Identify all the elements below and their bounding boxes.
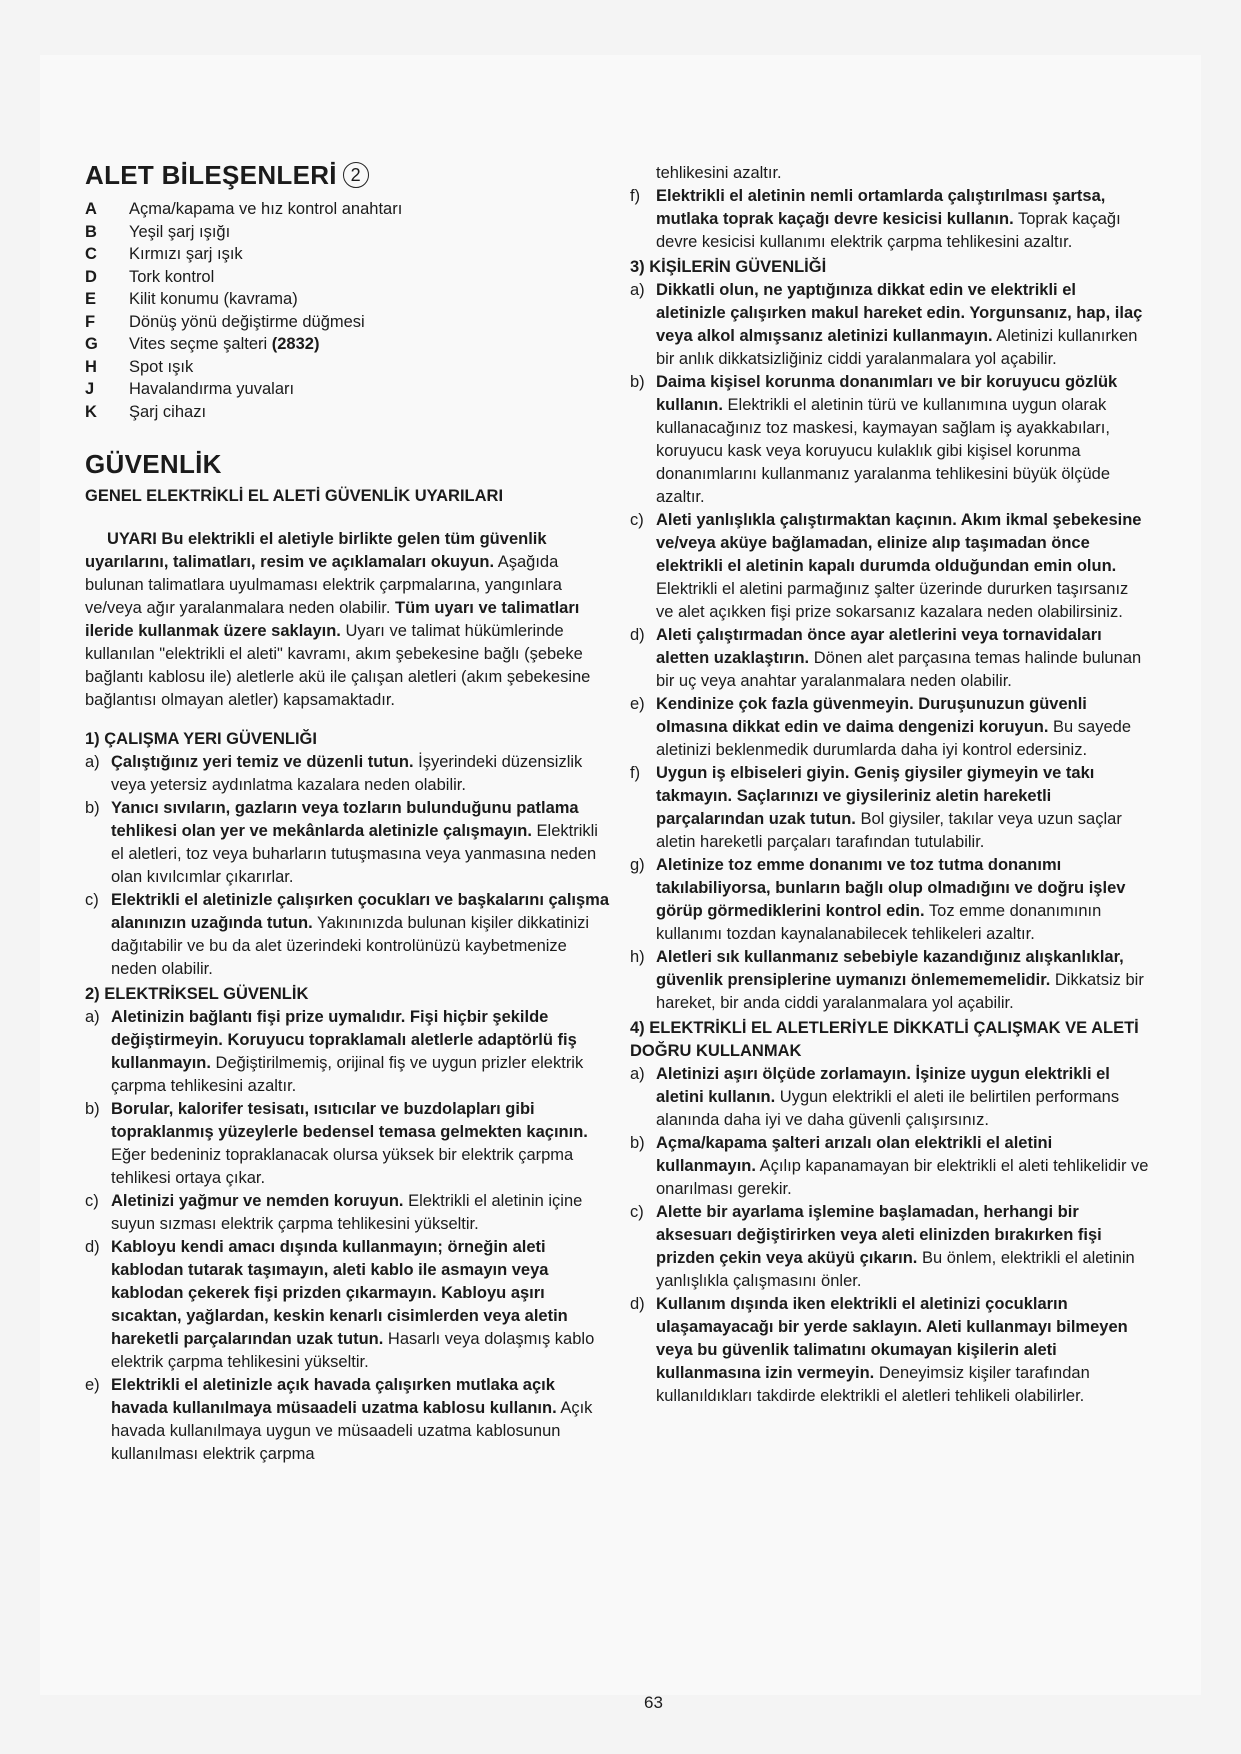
list-item: f) Uygun iş elbiseleri giyin. Geniş giysiler giymeyin ve takı takmayın. Saçlarınızı ve giysileriniz aletin hareketli parçalarından uzak tutun. Bol giysiler, takılar veya uzun saçlar aletin hareketli parçaları tarafından tutulabilir. (630, 764, 1122, 851)
list-item: e) Kendinize çok fazla güvenmeyin. Duruşunuzun güvenli olmasına dikkat edin ve daima dengenizi koruyun. Bu sayede aletinizi beklenmedik durumlarda daha iyi kontrol edersiniz. (630, 695, 1132, 759)
component-item: C Kırmızı şarj ışık (85, 245, 243, 263)
list-item: b) Açma/kapama şalteri arızalı olan elektrikli el aletini kullanmayın. Açılıp kapanamayan bir elektrikli el aleti tehlikelidir ve onarılması gerekir. (630, 1134, 1149, 1198)
list-item: d) Kullanım dışında iken elektrikli el aletinizi çocukların ulaşamayacağı bir yerde saklayın. Aleti kullanmayı bilmeyen veya bu güvenlik talimatını okumayan kişilerin aleti kullanmasına izin vermeyin. Deneyimsiz kişiler tarafından kullanıldıkları takdirde elektrikli el aletleri tehlikeli olabilirler. (630, 1295, 1128, 1405)
list-item: a) Çalıştığınız yeri temiz ve düzenli tutun. İşyerindeki düzensizlik veya yetersiz aydınlatma kazalara neden olabilir. (85, 753, 583, 794)
left-column (85, 160, 610, 1466)
list-item: h) Aletleri sık kullanmanız sebebiyle kazandığınız alışkanlıklar, güvenlik prensiplerine uymanızı önlemememelidir. Dikkatsiz bir hareket, bir anda ciddi yaralanmalara yol açabilir. (630, 948, 1144, 1012)
component-item: D Tork kontrol (85, 267, 215, 286)
list-item: b) Yanıcı sıvıların, gazların veya tozların bulunduğunu patlama tehlikesi olan yer ve mekânlarda aletinizle çalışmayın. Elektrikli el aletleri, toz veya buharların tutuşmasına veya yanmasına neden olan kıvılcımlar çıkarırlar. (85, 799, 598, 886)
component-item: B Yeşil şarj ışığı (85, 222, 231, 241)
continuation-text: tehlikesini azaltır. (656, 164, 782, 182)
component-item: G Vites seçme şalteri (2832) (85, 335, 320, 353)
safety-subheading: GENEL ELEKTRİKLİ EL ALETİ GÜVENLİK UYARILARI (85, 487, 504, 505)
list-item: g) Aletinize toz emme donanımı ve toz tutma donanımı takılabiliyorsa, bunların bağlı olup olmadığını ve doğru işlev görüp görmediklerini kontrol edin. Toz emme donanımının kullanımı tozdan kaynalanabilecek tehlikeleri azaltır. (630, 856, 1126, 943)
list-item: a) Aletinizi aşırı ölçüde zorlamayın. İşinize uygun elektrikli el aletini kullanın. Uygun elektrikli el aleti ile belirtilen performans alanında daha iyi ve daha güvenli çalışırsınız. (630, 1065, 1120, 1129)
component-item: F Dönüş yönü değiştirme düğmesi (85, 312, 365, 331)
safety-heading: GÜVENLİK (85, 449, 222, 479)
section-heading: 4) ELEKTRİKLİ EL ALETLERİYLE DİKKATLİ ÇALIŞMAK VE ALETİ DOĞRU KULLANMAK (630, 1019, 1139, 1060)
components-list (85, 198, 610, 423)
list-item: b) Daima kişisel korunma donanımları ve bir koruyucu gözlük kullanın. Elektrikli el aletinin türü ve kullanımına uygun olarak kullanacağınız toz maskesi, kaymayan sağlam iş ayakkabıları, koruyucu kask veya koruyucu kulaklık gibi kişisel korunma donanımlarını kullanmanız yaralanma tehlikesini büyük ölçüde azaltır. (630, 373, 1118, 506)
component-item: H Spot ışık (85, 357, 194, 376)
figure-ref-badge: 2 (343, 162, 369, 188)
component-item: A Açma/kapama ve hız kontrol anahtarı (85, 200, 403, 218)
component-item: J Havalandırma yuvaları (85, 380, 295, 398)
list-item: a) Dikkatli olun, ne yaptığınıza dikkat edin ve elektrikli el aletinizle çalışırken makul hareket edin. Yorgunsanız, hap, ilaç veya alkol almışsanız aletinizi kullanmayın. Aletinizi kullanırken bir anlık dikkatsizliğiniz ciddi yaralanmalara yol açabilir. (630, 281, 1143, 368)
list-item: d) Kabloyu kendi amacı dışında kullanmayın; örneğin aleti kablodan tutarak taşımayın, aleti kablo ile asmayın veya kablodan çekerek fişi prizden çıkarmayın. Kabloyu aşırı sıcaktan, yağlardan, keskin kenarlı cisimlerden veya aletin hareketli parçalarından uzak tutun. Hasarlı veya dolaşmış kablo elektrik çarpma tehlikesini yükseltir. (85, 1238, 595, 1371)
list-item: d) Aleti çalıştırmadan önce ayar aletlerini veya tornavidaları aletten uzaklaştırın. Dönen alet parçasına temas halinde bulunan bir uç veya anahtar yaralanmalara neden olabilir. (630, 626, 1142, 690)
warning-paragraph: UYARI Bu elektrikli el aletiyle birlikte gelen tüm güvenlik uyarılarını, talimatları, resim ve açıklamaları okuyun. Aşağıda bulunan talimatlara uyulmaması elektrik çarpmalarına, yangınlara ve/veya ağır yaralanmalara neden olabilir. Tüm uyarı ve talimatları ileride kullanmak üzere saklayın. Uyarı ve talimat hükümlerinde kullanılan "elektrikli el aleti" kavramı, akım şebekesine bağlı (şebeke bağlantı kablosu ile) aletlerle akü ile çalışan aletleri (akım şebekesine bağlantısı olmayan aletler) kapsamaktadır. (85, 530, 591, 709)
list-item: c) Aletinizi yağmur ve nemden koruyun. Elektrikli el aletinin içine suyun sızması elektrik çarpma tehlikesini yükseltir. (85, 1192, 583, 1233)
section-heading: 3) KİŞİLERİN GÜVENLİĞİ (630, 258, 827, 276)
component-item: E Kilit konumu (kavrama) (85, 290, 298, 308)
list-item: f) Elektrikli el aletinin nemli ortamlarda çalıştırılması şartsa, mutlaka toprak kaçağı devre kesicisi kullanın. Toprak kaçağı devre kesicisi kullanımı elektrik çarpma tehlikesini azaltır. (630, 187, 1121, 251)
section-heading: 2) ELEKTRİKSEL GÜVENLİK (85, 985, 309, 1003)
page-number: 63 (644, 1693, 663, 1712)
component-item: K Şarj cihazı (85, 402, 207, 421)
list-item: c) Aleti yanlışlıkla çalıştırmaktan kaçının. Akım ikmal şebekesine ve/veya aküye bağlamadan, elinize alıp taşımadan önce elektrikli el aletinin kapalı durumda olduğundan emin olun. Elektrikli el aletini parmağınız şalter üzerinde dururken taşırsanız ve alet açıkken fişi prize sokarsanız kazalara neden olabilirsiniz. (630, 511, 1142, 621)
list-item: a) Aletinizin bağlantı fişi prize uymalıdır. Fişi hiçbir şekilde değiştirmeyin. Koruyucu topraklamalı aletlerle adaptörlü fiş kullanmayın. Değiştirilmemiş, orijinal fiş ve uygun prizler elektrik çarpma tehlikesini azaltır. (85, 1008, 584, 1095)
components-heading: ALET BİLEŞENLERİ 2 (85, 160, 610, 190)
section-heading: 1) ÇALIŞMA YERI GÜVENLIĞI (85, 730, 317, 748)
list-item: e) Elektrikli el aletinizle açık havada çalışırken mutlaka açık havada kullanılmaya müsaadeli uzatma kablosu kullanın. Açık havada kullanılmaya uygun ve müsaadeli uzatma kablosunun kullanılması elektrik çarpma (85, 1376, 593, 1463)
list-item: c) Alette bir ayarlama işlemine başlamadan, herhangi bir aksesuarı değiştirirken veya aleti elinizden bırakırken fişi prizden çekin veya aküyü çıkarın. Bu önlem, elektrikli el aletinin yanlışlıkla çalışmasını önler. (630, 1203, 1135, 1290)
list-item: c) Elektrikli el aletinizle çalışırken çocukları ve başkalarını çalışma alanınızın uzağında tutun. Yakınınızda bulunan kişiler dikkatinizi dağıtabilir ve bu da alet üzerindeki kontrolünüzü kaybetmenize neden olabilir. (85, 891, 610, 978)
right-column (630, 162, 1150, 1408)
list-item: b) Borular, kalorifer tesisatı, ısıtıcılar ve buzdolapları gibi topraklanmış yüzeylerle bedensel temasa gelmekten kaçının. Eğer bedeniniz topraklanacak olursa yüksek bir elektrik çarpma tehlikesi ortaya çıkar. (85, 1100, 588, 1187)
